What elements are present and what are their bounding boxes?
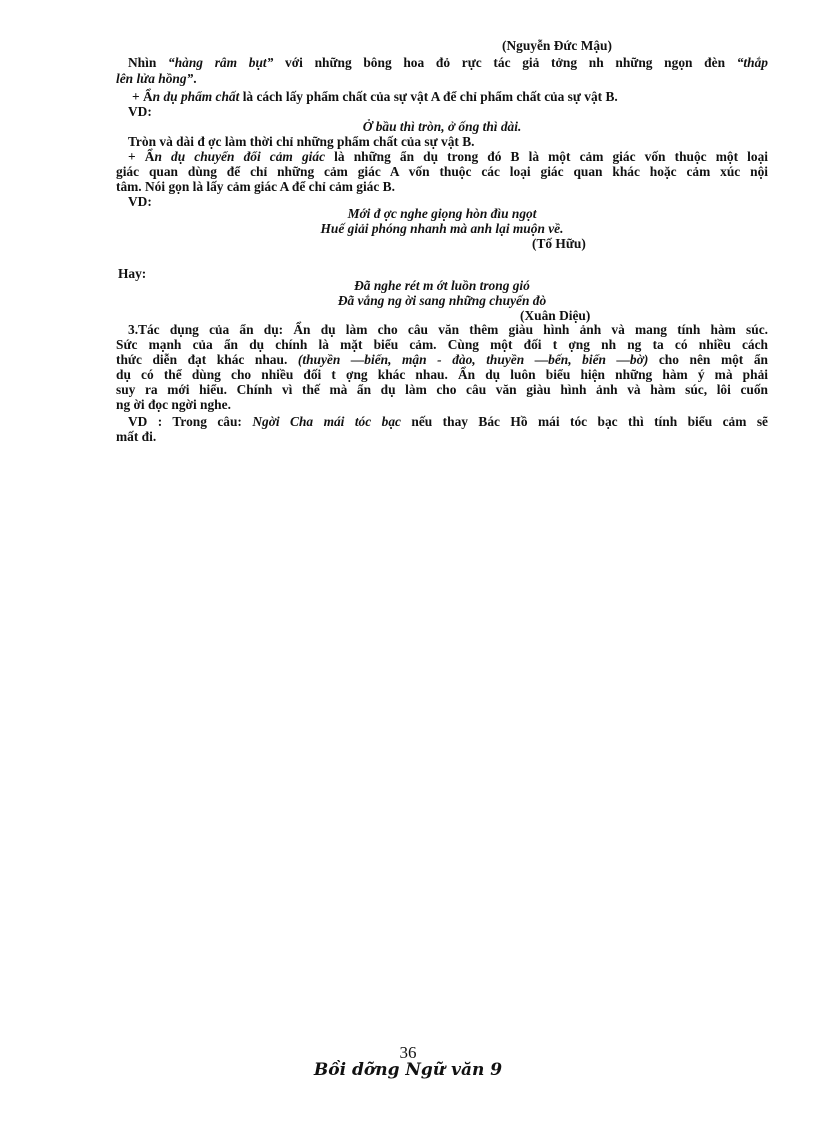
author-to-huu: (Tố Hữu) [532,236,586,251]
paragraph-line: mất đi. [116,429,157,444]
author-xuan-dieu: (Xuân Diệu) [520,308,591,323]
paragraph-line: 3.Tác dụng của ẩn dụ: Ẩn dụ làm cho câu văn thêm giàu hình ảnh và mang tính hàm súc. [128,322,768,337]
paragraph-line: ng ời đọc ngời nghe. [116,397,231,412]
quote-line: Ở bầu thì tròn, ở ống thì dài. [362,119,522,134]
paragraph-line: lên lửa hồng”. [116,71,197,86]
paragraph-line: suy ra mới hiểu. Chính vì thế mà ẩn dụ làm cho câu văn giàu hình ảnh và hàm súc, lôi cuốn [116,382,768,397]
transition-label: Hay: [118,266,147,281]
paragraph-line: Tròn và dài đ ợc làm thời chỉ những phẩm chất của sự vật B. [128,134,475,149]
paragraph-line: VD : Trong câu: Ngời Cha mái tóc bạc nếu thay Bác Hồ mái tóc bạc thì tính biểu cảm sẽ [128,414,768,429]
author-nguyen-duc-mau: (Nguyễn Đức Mậu) [502,38,612,53]
poem-line: Mới đ ợc nghe giọng hòn đìu ngọt [347,206,537,221]
page-number: 36 [399,1043,417,1062]
example-label: VD: [128,194,152,209]
paragraph-line: thức diễn đạt khác nhau. (thuyền —biển, mận - đào, thuyền —bến, biển —bờ) cho nên một ẩn [116,352,768,367]
poem-line: Huế giải phóng nhanh mà anh lại muộn về. [320,221,564,236]
paragraph-line: Sức mạnh của ẩn dụ chính là mặt biểu cảm. Cùng một đối t ợng nh ng ta có nhiều cách [116,337,768,352]
paragraph-line: dụ có thể dùng cho nhiều đối t ợng khác nhau. Ẩn dụ luôn biểu hiện những hàm ý mà phải [116,367,768,382]
footer-book-title: Bồi dỡng Ngữ văn 9 [313,1060,503,1080]
poem-line: Đã vắng ng ời sang những chuyến đò [337,293,547,308]
paragraph-line: giác quan dùng để chỉ những cảm giác A vốn thuộc các loại giác quan khác hoặc cảm xúc nội [116,164,768,179]
poem-line: Đã nghe rét m ớt luồn trong gió [354,278,530,293]
example-label: VD: [128,104,152,119]
paragraph-line: tâm. Nói gọn là lấy cảm giác A để chỉ cảm giác B. [116,179,395,194]
paragraph-line: Nhìn “hàng râm bụt” với những bông hoa đỏ rực tác giả tởng nh những ngọn đèn “thắp [128,55,768,70]
paragraph-line: + Ẩn dụ chuyển đổi cảm giác là những ẩn dụ trong đó B là một cảm giác vốn thuộc một loại [128,149,768,164]
paragraph-line: + Ẩn dụ phẩm chất là cách lấy phẩm chất của sự vật A để chỉ phẩm chất của sự vật B. [132,89,618,104]
